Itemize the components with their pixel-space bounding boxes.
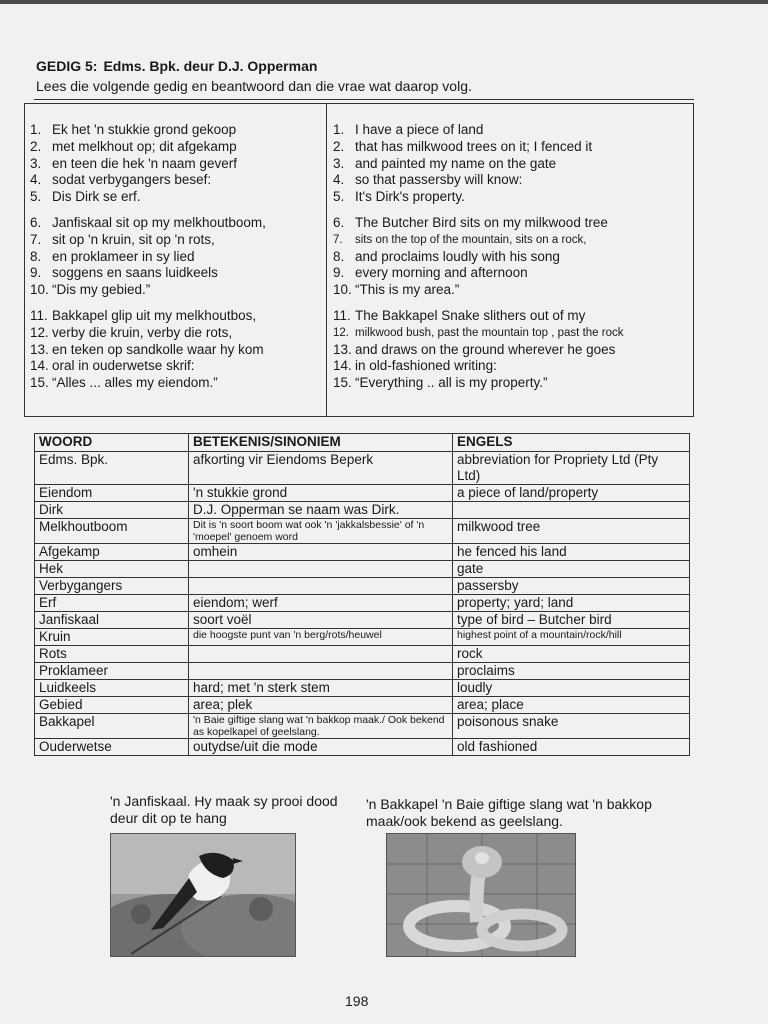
table-row	[35, 714, 690, 739]
meaning-cell	[189, 646, 453, 663]
meaning-cell: D.J. Opperman se naam was Dirk.	[189, 502, 453, 519]
english-cell: highest point of a mountain/rock/hill	[453, 629, 690, 646]
word-cell: Luidkeels	[35, 680, 189, 697]
table-row	[35, 680, 690, 697]
poem-line	[30, 308, 322, 325]
meaning-cell: area; plek	[189, 697, 453, 714]
word-cell: Janfiskaal	[35, 612, 189, 629]
meaning-cell	[189, 663, 453, 680]
line-number: 4.	[333, 172, 345, 188]
poem-line	[333, 325, 693, 342]
poem-line	[333, 375, 693, 392]
column-header: BETEKENIS/SINONIEM	[189, 434, 453, 452]
poem-line	[30, 375, 322, 392]
word-cell: Afgekamp	[35, 544, 189, 561]
poem-stanza	[30, 308, 322, 392]
meaning-cell: hard; met 'n sterk stem	[189, 680, 453, 697]
line-text: so that passersby will know:	[355, 172, 523, 188]
poem-line	[30, 232, 322, 249]
line-text: and draws on the ground wherever he goes	[355, 341, 616, 357]
word-cell: Bakkapel	[35, 714, 189, 739]
poem-line	[333, 156, 693, 173]
meaning-cell	[189, 561, 453, 578]
english-cell: a piece of land/property	[453, 485, 690, 502]
line-text: “This is my area.”	[355, 282, 460, 298]
line-number: 2.	[333, 138, 345, 154]
heading-divider	[34, 99, 694, 100]
poem-column-divider	[326, 104, 327, 416]
line-text: “Dis my gebied.”	[52, 282, 151, 298]
line-number: 6.	[30, 214, 42, 230]
poem-line	[333, 308, 693, 325]
word-cell: Eiendom	[35, 485, 189, 502]
line-number: 7.	[30, 231, 42, 247]
line-text: verby die kruin, verby die rots,	[52, 324, 233, 340]
english-cell: he fenced his land	[453, 544, 690, 561]
table-row	[35, 595, 690, 612]
poem-line	[333, 172, 693, 189]
line-number: 2.	[30, 138, 42, 154]
line-number: 12.	[333, 326, 349, 339]
table-row	[35, 629, 690, 646]
table-header-row	[35, 434, 690, 452]
meaning-cell: eiendom; werf	[189, 595, 453, 612]
line-number: 9.	[333, 265, 345, 281]
meaning-cell: afkorting vir Eiendoms Beperk	[189, 452, 453, 485]
line-text: Dis Dirk se erf.	[52, 189, 141, 205]
bird-caption: 'n Janfiskaal. Hy maak sy prooi dood deur dit op te hang	[110, 793, 338, 826]
poem-line	[30, 325, 322, 342]
word-cell: Ouderwetse	[35, 739, 189, 756]
bakkapel-snake-photo	[386, 833, 576, 957]
poem-stanza	[333, 122, 693, 206]
poem-line	[333, 139, 693, 156]
line-number: 15.	[30, 375, 49, 391]
poem-line	[30, 265, 322, 282]
poem-line	[30, 172, 322, 189]
line-text: every morning and afternoon	[355, 265, 528, 281]
line-text: en teen die hek 'n naam geverf	[52, 155, 237, 171]
english-cell: passersby	[453, 578, 690, 595]
line-number: 7.	[333, 233, 343, 246]
line-number: 9.	[30, 265, 42, 281]
poem-line	[333, 122, 693, 139]
line-text: that has milkwood trees on it; I fenced it	[355, 138, 593, 154]
line-number: 8.	[333, 248, 345, 264]
table-row	[35, 697, 690, 714]
english-cell: poisonous snake	[453, 714, 690, 739]
line-number: 1.	[333, 122, 345, 137]
poem-line	[30, 249, 322, 266]
word-cell: Melkhoutboom	[35, 519, 189, 544]
line-number: 13.	[30, 341, 49, 357]
poem-line	[333, 282, 693, 299]
table-row	[35, 452, 690, 485]
line-text: and painted my name on the gate	[355, 155, 557, 171]
poem-line	[30, 282, 322, 299]
table-row	[35, 739, 690, 756]
poem-line	[30, 215, 322, 232]
line-number: 15.	[333, 375, 352, 391]
poem-line	[30, 342, 322, 359]
english-cell: proclaims	[453, 663, 690, 680]
table-row	[35, 612, 690, 629]
poem-title: Edms. Bpk. deur D.J. Opperman	[103, 58, 318, 74]
meaning-cell	[189, 578, 453, 595]
page-number: 198	[345, 993, 369, 1009]
line-number: 10.	[30, 282, 49, 298]
word-cell: Edms. Bpk.	[35, 452, 189, 485]
line-text: Ek het 'n stukkie grond gekoop	[52, 122, 237, 137]
line-number: 10.	[333, 282, 352, 298]
line-text: sodat verbygangers besef:	[52, 172, 212, 188]
line-text: Bakkapel glip uit my melkhoutbos,	[52, 307, 257, 323]
word-cell: Kruin	[35, 629, 189, 646]
poem-line	[333, 265, 693, 282]
line-number: 4.	[30, 172, 42, 188]
word-cell: Hek	[35, 561, 189, 578]
line-text: milkwood bush, past the mountain top , past the rock	[355, 326, 624, 339]
line-text: in old-fashioned writing:	[355, 358, 497, 374]
word-cell: Erf	[35, 595, 189, 612]
meaning-cell: 'n Baie giftige slang wat 'n bakkop maak./ Ook bekend as kopelkapel of geelslang.	[189, 714, 453, 739]
line-number: 12.	[30, 324, 49, 340]
english-cell: property; yard; land	[453, 595, 690, 612]
line-number: 14.	[333, 358, 352, 374]
line-text: “Alles ... alles my eiendom.”	[52, 375, 218, 391]
word-cell: Dirk	[35, 502, 189, 519]
word-cell: Verbygangers	[35, 578, 189, 595]
line-text: soggens en saans luidkeels	[52, 265, 218, 281]
english-cell: abbreviation for Propriety Ltd (Pty Ltd)	[453, 452, 690, 485]
snake-caption: 'n Bakkapel 'n Baie giftige slang wat 'n bakkop maak/ook bekend as geelslang.	[366, 796, 652, 829]
line-number: 1.	[30, 122, 42, 137]
word-cell: Gebied	[35, 697, 189, 714]
poem-stanza	[333, 308, 693, 392]
column-header: WOORD	[35, 434, 189, 452]
line-number: 3.	[30, 155, 42, 171]
english-cell: rock	[453, 646, 690, 663]
poem-line	[333, 215, 693, 232]
poem-stanza	[30, 215, 322, 299]
instruction-text: Lees die volgende gedig en beantwoord dan die vrae wat daarop volg.	[36, 78, 472, 94]
meaning-cell: soort voël	[189, 612, 453, 629]
meaning-cell: 'n stukkie grond	[189, 485, 453, 502]
poem-line	[333, 342, 693, 359]
poem-line	[30, 122, 322, 139]
poem-label: GEDIG 5:	[36, 58, 98, 74]
table-row	[35, 544, 690, 561]
line-text: sit op 'n kruin, sit op 'n rots,	[52, 231, 215, 247]
meaning-cell: omhein	[189, 544, 453, 561]
poem-heading	[36, 58, 323, 74]
vocabulary-table	[34, 433, 690, 756]
table-row	[35, 561, 690, 578]
line-number: 13.	[333, 341, 352, 357]
poem-line	[30, 358, 322, 375]
english-cell: milkwood tree	[453, 519, 690, 544]
poem-stanza	[333, 215, 693, 299]
table-row	[35, 502, 690, 519]
meaning-cell: outydse/uit die mode	[189, 739, 453, 756]
line-number: 5.	[30, 189, 42, 205]
table-row	[35, 578, 690, 595]
line-number: 8.	[30, 248, 42, 264]
poem-stanza	[30, 122, 322, 206]
line-text: The Butcher Bird sits on my milkwood tree	[355, 214, 608, 230]
line-number: 6.	[333, 214, 345, 230]
butcher-bird-photo	[110, 833, 296, 957]
line-text: en teken op sandkolle waar hy kom	[52, 341, 264, 357]
poem-afrikaans	[30, 122, 322, 401]
english-cell: gate	[453, 561, 690, 578]
column-header: ENGELS	[453, 434, 690, 452]
line-text: Janfiskaal sit op my melkhoutboom,	[52, 214, 266, 230]
poem-line	[333, 232, 693, 249]
line-text: and proclaims loudly with his song	[355, 248, 560, 264]
poem-line	[30, 189, 322, 206]
line-number: 11.	[333, 307, 351, 323]
line-text: The Bakkapel Snake slithers out of my	[355, 307, 586, 323]
english-cell	[453, 502, 690, 519]
poem-english	[333, 122, 693, 401]
table-row	[35, 663, 690, 680]
line-number: 11.	[30, 307, 48, 323]
english-cell: old fashioned	[453, 739, 690, 756]
line-text: oral in ouderwetse skrif:	[52, 358, 195, 374]
meaning-cell: Dit is 'n soort boom wat ook 'n 'jakkalsbessie' of 'n 'moepel' genoem word	[189, 519, 453, 544]
table-row	[35, 646, 690, 663]
poem-line	[30, 156, 322, 173]
line-text: sits on the top of the mountain, sits on a rock,	[355, 233, 587, 246]
english-cell: loudly	[453, 680, 690, 697]
word-cell: Rots	[35, 646, 189, 663]
poem-line	[333, 249, 693, 266]
line-text: met melkhout op; dit afgekamp	[52, 138, 237, 154]
poem-line	[333, 358, 693, 375]
english-cell: type of bird – Butcher bird	[453, 612, 690, 629]
line-text: en proklameer in sy lied	[52, 248, 195, 264]
meaning-cell: die hoogste punt van 'n berg/rots/heuwel	[189, 629, 453, 646]
poem-box	[24, 103, 694, 417]
line-text: “Everything .. all is my property.”	[355, 375, 548, 391]
line-number: 5.	[333, 189, 345, 205]
table-row	[35, 519, 690, 544]
poem-line	[333, 189, 693, 206]
word-cell: Proklameer	[35, 663, 189, 680]
line-number: 14.	[30, 358, 49, 374]
table-row	[35, 485, 690, 502]
line-text: I have a piece of land	[355, 122, 484, 137]
line-number: 3.	[333, 155, 345, 171]
english-cell: area; place	[453, 697, 690, 714]
top-border	[0, 0, 768, 4]
line-text: It's Dirk's property.	[355, 189, 465, 205]
poem-line	[30, 139, 322, 156]
